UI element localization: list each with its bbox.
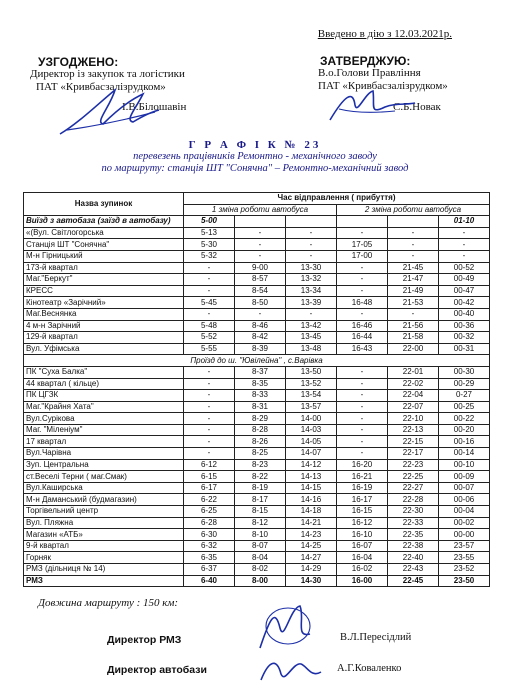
stop-time: 22-23 <box>388 459 439 471</box>
stop-time: 22-10 <box>388 413 439 425</box>
stop-time: - <box>184 401 235 413</box>
table-row <box>24 343 490 355</box>
stop-name: Станція ШТ "Сонячна" <box>24 239 184 251</box>
stop-time: 22-40 <box>388 552 439 564</box>
stop-name: ПК "Суха Балка" <box>24 366 184 378</box>
stop-time: 17-00 <box>337 250 388 262</box>
departure-start: 5-00 <box>184 216 235 228</box>
stop-name: 9-й квартал <box>24 540 184 552</box>
table-row <box>24 494 490 506</box>
stop-time: 21-45 <box>388 262 439 274</box>
stop-time: 22-02 <box>388 378 439 390</box>
header-stop-name: Назва зупинок <box>24 193 184 216</box>
stop-time: - <box>439 239 490 251</box>
stop-time: 00-14 <box>439 448 490 460</box>
signature-agreed <box>55 82 165 142</box>
stop-time: 6-40 <box>184 575 235 587</box>
stop-time: 14-18 <box>286 506 337 518</box>
stop-time: 22-30 <box>388 506 439 518</box>
table-row <box>24 529 490 541</box>
stop-time: 16-20 <box>337 459 388 471</box>
stop-time: 8-50 <box>235 297 286 309</box>
stop-time: 6-15 <box>184 471 235 483</box>
stop-time: - <box>388 227 439 239</box>
stop-name: 129-й квартал <box>24 332 184 344</box>
table-row <box>24 239 490 251</box>
stop-time: 6-25 <box>184 506 235 518</box>
approved-signer: С.Б.Новак <box>393 101 441 113</box>
stop-time: 8-26 <box>235 436 286 448</box>
stop-name: ПК ЦГЗК <box>24 390 184 402</box>
stop-time: 5-13 <box>184 227 235 239</box>
stop-time: - <box>184 448 235 460</box>
stop-time: 13-48 <box>286 343 337 355</box>
table-row <box>24 355 490 367</box>
stop-time: - <box>337 413 388 425</box>
table-row <box>24 564 490 576</box>
stop-time: 17-05 <box>337 239 388 251</box>
stop-time: 8-02 <box>235 564 286 576</box>
stop-time: 5-32 <box>184 250 235 262</box>
stop-name: Маг.Веснянка <box>24 308 184 320</box>
approved-company: ПАТ «Кривбасзалізрудком» <box>318 80 448 92</box>
stop-time: - <box>337 390 388 402</box>
stop-time: 00-32 <box>439 332 490 344</box>
stop-time: - <box>337 436 388 448</box>
stop-time: 8-57 <box>235 274 286 286</box>
stop-time: 8-35 <box>235 378 286 390</box>
stop-time: 22-13 <box>388 424 439 436</box>
stop-time: 16-00 <box>337 575 388 587</box>
stop-time: 14-27 <box>286 552 337 564</box>
stop-time: 16-19 <box>337 482 388 494</box>
stop-time: 23-52 <box>439 564 490 576</box>
stop-time: 13-32 <box>286 274 337 286</box>
document-title: Г Р А Ф І К № 23 <box>188 139 322 151</box>
stop-name: Зуп. Центральна <box>24 459 184 471</box>
table-row <box>24 471 490 483</box>
stop-time: 8-54 <box>235 285 286 297</box>
stop-time: 14-05 <box>286 436 337 448</box>
stop-time: 5-55 <box>184 343 235 355</box>
stop-time: 14-23 <box>286 529 337 541</box>
stop-time: 22-43 <box>388 564 439 576</box>
table-row <box>24 540 490 552</box>
stop-time: 00-10 <box>439 459 490 471</box>
stop-time: 22-28 <box>388 494 439 506</box>
route-length: Довжина маршруту : 150 км: <box>38 597 179 609</box>
stop-time: 13-45 <box>286 332 337 344</box>
stop-name: Кінотеатр «Зарічний» <box>24 297 184 309</box>
stop-time: 13-52 <box>286 378 337 390</box>
table-row <box>24 320 490 332</box>
stop-time: 8-17 <box>235 494 286 506</box>
stop-time: 6-32 <box>184 540 235 552</box>
stop-time: - <box>235 239 286 251</box>
stop-name: Вул.Каширська <box>24 482 184 494</box>
stop-name: Вул. Уфімська <box>24 343 184 355</box>
stop-time: 14-15 <box>286 482 337 494</box>
stop-name: 173-й квартал <box>24 262 184 274</box>
stop-time: - <box>337 274 388 286</box>
stop-time: - <box>184 390 235 402</box>
stop-time: 21-53 <box>388 297 439 309</box>
agreed-heading: УЗГОДЖЕНО: <box>38 55 119 69</box>
stop-time: - <box>388 250 439 262</box>
stop-time: 8-37 <box>235 366 286 378</box>
stop-time: 13-57 <box>286 401 337 413</box>
stop-time: 5-45 <box>184 297 235 309</box>
signature-rmz-director <box>250 598 320 658</box>
stop-name: Вул.Сурікова <box>24 413 184 425</box>
table-row <box>24 413 490 425</box>
stop-name: М-н Даманський (будмагазин) <box>24 494 184 506</box>
agreed-company: ПАТ «Кривбасзалізрудком» <box>36 81 166 93</box>
stop-time: - <box>235 308 286 320</box>
table-row <box>24 552 490 564</box>
agreed-signer: І.В.Білошавін <box>122 101 187 113</box>
stop-time: - <box>235 227 286 239</box>
stop-time: - <box>286 227 337 239</box>
stop-time: 8-10 <box>235 529 286 541</box>
stop-time: - <box>235 250 286 262</box>
stop-time: 23-50 <box>439 575 490 587</box>
table-row <box>24 506 490 518</box>
stop-name: М-н Гірницький <box>24 250 184 262</box>
approved-heading: ЗАТВЕРДЖУЮ: <box>320 54 411 68</box>
stop-time: 00-52 <box>439 262 490 274</box>
stop-time: 8-22 <box>235 471 286 483</box>
stop-time: 21-58 <box>388 332 439 344</box>
stop-time: 8-15 <box>235 506 286 518</box>
stop-time: 00-40 <box>439 308 490 320</box>
table-row <box>24 436 490 448</box>
stop-time: 14-07 <box>286 448 337 460</box>
stop-time: 00-49 <box>439 274 490 286</box>
stop-time: 8-28 <box>235 424 286 436</box>
stop-name: РМЗ (дільниця № 14) <box>24 564 184 576</box>
stop-name: КРЕСС <box>24 285 184 297</box>
stop-time: 16-44 <box>337 332 388 344</box>
stop-time: 16-46 <box>337 320 388 332</box>
stop-name: Маг."Крайня Хата" <box>24 401 184 413</box>
stop-time: 16-12 <box>337 517 388 529</box>
table-row <box>24 401 490 413</box>
stop-name: Магазин «АТБ» <box>24 529 184 541</box>
stop-time: 00-47 <box>439 285 490 297</box>
table-row <box>24 390 490 402</box>
stop-time: - <box>184 308 235 320</box>
stop-time: 6-17 <box>184 482 235 494</box>
header-time: Час відправлення ( прибуття) <box>184 193 490 205</box>
stop-time: - <box>184 366 235 378</box>
stop-time: 00-00 <box>439 529 490 541</box>
table-row <box>24 424 490 436</box>
table-row <box>24 366 490 378</box>
stop-time: - <box>184 378 235 390</box>
stop-time: 00-31 <box>439 343 490 355</box>
stop-time: 13-54 <box>286 390 337 402</box>
stop-time: 16-07 <box>337 540 388 552</box>
stop-time: 13-34 <box>286 285 337 297</box>
stop-time: 00-42 <box>439 297 490 309</box>
stop-name: «(Вул. Світлогорська <box>24 227 184 239</box>
stop-name: Вул. Пляжна <box>24 517 184 529</box>
signature-2-name: А.Г.Коваленко <box>337 663 402 674</box>
stop-time: 8-23 <box>235 459 286 471</box>
approved-position: В.о.Голови Правління <box>318 67 421 79</box>
stop-time: 8-42 <box>235 332 286 344</box>
stop-time: - <box>439 227 490 239</box>
stop-time: 6-12 <box>184 459 235 471</box>
stop-time: 14-00 <box>286 413 337 425</box>
stop-time: 21-56 <box>388 320 439 332</box>
stop-time: 00-02 <box>439 517 490 529</box>
table-row <box>24 262 490 274</box>
stop-time: 16-10 <box>337 529 388 541</box>
stop-time: 00-20 <box>439 424 490 436</box>
stop-time: 22-27 <box>388 482 439 494</box>
stop-time: - <box>388 308 439 320</box>
stop-name: Маг. "Міленіум" <box>24 424 184 436</box>
header-shift-1: 1 зміна роботи автобуса <box>184 204 337 216</box>
stop-time: 13-39 <box>286 297 337 309</box>
stop-time: 22-07 <box>388 401 439 413</box>
stop-time: 22-04 <box>388 390 439 402</box>
stop-time: 14-13 <box>286 471 337 483</box>
stop-time: 00-07 <box>439 482 490 494</box>
stop-name: 4 м-н Зарічний <box>24 320 184 332</box>
stop-time: 0-27 <box>439 390 490 402</box>
stop-name: Маг."Беркут" <box>24 274 184 286</box>
stop-time: 8-12 <box>235 517 286 529</box>
stop-time: 5-30 <box>184 239 235 251</box>
stop-time: 22-17 <box>388 448 439 460</box>
signature-2-role: Директор автобази <box>107 664 207 676</box>
stop-time: - <box>286 250 337 262</box>
stop-time: 8-25 <box>235 448 286 460</box>
stop-time: 23-55 <box>439 552 490 564</box>
table-row-departure <box>24 216 490 228</box>
stop-time: 8-39 <box>235 343 286 355</box>
stop-time: 14-16 <box>286 494 337 506</box>
stop-time: 8-33 <box>235 390 286 402</box>
header-shift-2: 2 зміна роботи автобуса <box>337 204 490 216</box>
signature-1-role: Директор РМЗ <box>107 634 182 646</box>
stop-time: - <box>337 262 388 274</box>
stop-time: 8-29 <box>235 413 286 425</box>
stop-time: 21-49 <box>388 285 439 297</box>
stop-time: - <box>184 424 235 436</box>
effective-date: Введено в дію з 12.03.2021р. <box>317 28 452 40</box>
stop-time: 8-07 <box>235 540 286 552</box>
stop-time: - <box>337 424 388 436</box>
stop-time: - <box>337 378 388 390</box>
table-row <box>24 274 490 286</box>
stop-time: 22-25 <box>388 471 439 483</box>
stop-time: 22-00 <box>388 343 439 355</box>
stop-name: 17 квартал <box>24 436 184 448</box>
table-row <box>24 378 490 390</box>
stop-time: 22-15 <box>388 436 439 448</box>
signature-depot-director <box>255 650 325 690</box>
stop-time: - <box>184 413 235 425</box>
route-via-note: Проїзд до ш. "Ювілейна" , с.Варівка <box>24 355 490 367</box>
stop-time: 14-12 <box>286 459 337 471</box>
stop-time: - <box>337 308 388 320</box>
stop-name: Вул.Чарівна <box>24 448 184 460</box>
stop-time: 16-43 <box>337 343 388 355</box>
document-subtitle-1: перевезень працівників Ремонтно - механічного заводу <box>133 151 377 162</box>
stop-time: 00-06 <box>439 494 490 506</box>
stop-time: 16-21 <box>337 471 388 483</box>
stop-time: 00-36 <box>439 320 490 332</box>
stop-time: 16-17 <box>337 494 388 506</box>
table-row <box>24 482 490 494</box>
stop-time: 13-30 <box>286 262 337 274</box>
stop-time: 6-35 <box>184 552 235 564</box>
stop-time: 00-22 <box>439 413 490 425</box>
stop-time: 6-28 <box>184 517 235 529</box>
stop-time: 14-21 <box>286 517 337 529</box>
stop-time: - <box>286 308 337 320</box>
table-row <box>24 517 490 529</box>
stop-time: 8-00 <box>235 575 286 587</box>
stop-time: 00-09 <box>439 471 490 483</box>
stop-time: - <box>337 227 388 239</box>
stop-time: 00-16 <box>439 436 490 448</box>
table-row <box>24 459 490 471</box>
signature-approved <box>325 85 420 130</box>
stop-time: 14-29 <box>286 564 337 576</box>
stop-name: ст.Веселі Терни ( маг.Смак) <box>24 471 184 483</box>
stop-time: 13-42 <box>286 320 337 332</box>
stop-time: 22-01 <box>388 366 439 378</box>
table-row <box>24 575 490 587</box>
stop-time: 16-48 <box>337 297 388 309</box>
stop-time: 14-30 <box>286 575 337 587</box>
stop-time: - <box>388 239 439 251</box>
document-subtitle-2: по маршруту: станція ШТ "Сонячна" – Ремонтно-механічний завод <box>101 163 409 174</box>
stop-time: 22-38 <box>388 540 439 552</box>
stop-time: 22-33 <box>388 517 439 529</box>
stop-name: Горняк <box>24 552 184 564</box>
stop-time: 6-22 <box>184 494 235 506</box>
stop-time: 8-04 <box>235 552 286 564</box>
stop-time: - <box>337 448 388 460</box>
table-row <box>24 448 490 460</box>
stop-time: 16-04 <box>337 552 388 564</box>
stop-time: - <box>286 239 337 251</box>
stop-time: 00-29 <box>439 378 490 390</box>
stop-time: 5-48 <box>184 320 235 332</box>
stop-time: 00-25 <box>439 401 490 413</box>
stop-time: 13-50 <box>286 366 337 378</box>
stop-time: 8-19 <box>235 482 286 494</box>
stop-time: 8-46 <box>235 320 286 332</box>
stop-time: 22-35 <box>388 529 439 541</box>
stop-time: 6-30 <box>184 529 235 541</box>
table-row <box>24 332 490 344</box>
stop-time: 00-30 <box>439 366 490 378</box>
stop-time: - <box>184 274 235 286</box>
stop-time: 8-31 <box>235 401 286 413</box>
stop-time: - <box>184 262 235 274</box>
table-row <box>24 297 490 309</box>
stop-name: РМЗ <box>24 575 184 587</box>
departure-label: Виїзд з автобаза (заїзд в автобазу) <box>24 216 184 228</box>
stop-time: 5-52 <box>184 332 235 344</box>
stop-time: - <box>337 285 388 297</box>
table-row <box>24 308 490 320</box>
stop-time: 00-04 <box>439 506 490 518</box>
stop-time: 16-15 <box>337 506 388 518</box>
stop-time: - <box>184 436 235 448</box>
stop-name: Торгівельний центр <box>24 506 184 518</box>
stop-time: - <box>337 366 388 378</box>
stop-name: 44 квартал ( кільце) <box>24 378 184 390</box>
table-row <box>24 285 490 297</box>
stop-time: 14-25 <box>286 540 337 552</box>
stop-time: - <box>184 285 235 297</box>
table-row <box>24 227 490 239</box>
stop-time: 6-37 <box>184 564 235 576</box>
stop-time: 9-00 <box>235 262 286 274</box>
schedule-table <box>23 192 490 587</box>
stop-time: - <box>337 401 388 413</box>
stop-time: 14-03 <box>286 424 337 436</box>
table-row <box>24 250 490 262</box>
stop-time: 23-57 <box>439 540 490 552</box>
signature-1-name: В.Л.Пересідлий <box>340 632 412 643</box>
stop-time: 21-47 <box>388 274 439 286</box>
stop-time: 16-02 <box>337 564 388 576</box>
stop-time: 22-45 <box>388 575 439 587</box>
agreed-position: Директор із закупок та логістики <box>30 68 185 80</box>
departure-end: 01-10 <box>439 216 490 228</box>
stop-time: - <box>439 250 490 262</box>
